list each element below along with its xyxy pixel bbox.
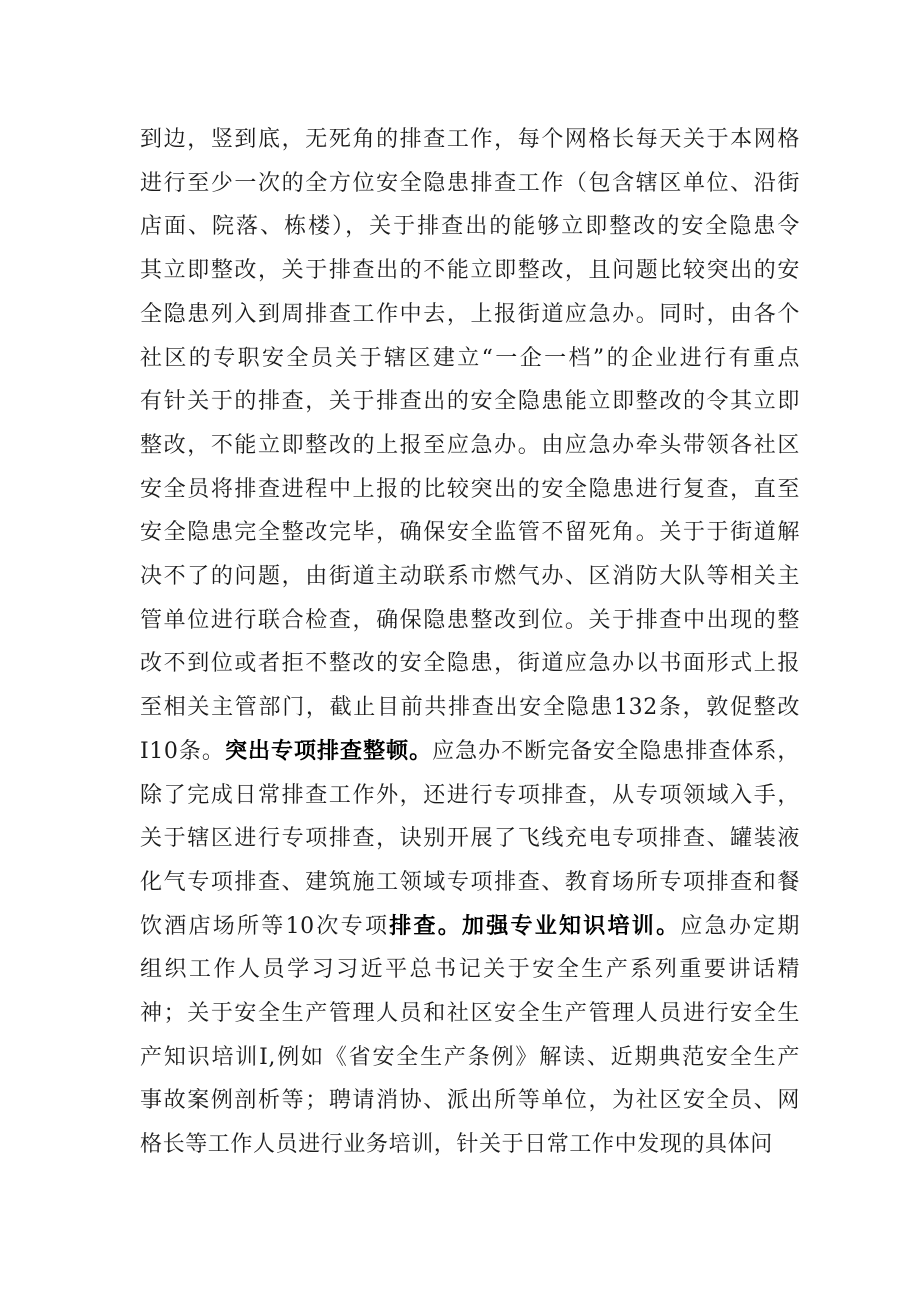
- bold-heading-text: 突出专项排查整顿。: [224, 737, 433, 764]
- text-line: [140, 380, 800, 424]
- body-paragraph: [140, 118, 800, 1167]
- text-line: [140, 249, 800, 293]
- text-line: [140, 774, 800, 818]
- text-line: [140, 992, 800, 1036]
- text-line: [140, 599, 800, 643]
- body-text: 管单位进行联合检查，确保隐患整改到位。关于排查中出现的整: [140, 607, 800, 633]
- body-text: I10条。: [140, 738, 225, 764]
- body-text: 产知识培训I,例如《省安全生产条例》解读、近期典范安全生产: [140, 1044, 800, 1070]
- body-text: 关于辖区进行专项排查，诀别开展了飞线充电专项排查、罐装液: [140, 826, 800, 852]
- body-text: 组织工作人员学习习近平总书记关于安全生产系列重要讲话精: [140, 957, 800, 983]
- text-line: [140, 555, 800, 599]
- body-text: 整改，不能立即整改的上报至应急办。由应急办牵头带领各社区: [140, 432, 800, 458]
- body-text: 改不到位或者拒不整改的安全隐患，街道应急办以书面形式上报: [140, 651, 800, 677]
- text-line: [140, 424, 800, 468]
- body-text: 进行至少一次的全方位安全隐患排查工作（包含辖区单位、沿街: [140, 170, 800, 196]
- body-text: 店面、院落、栋楼），关于排查出的能够立即整改的安全隐患令: [140, 214, 800, 240]
- text-line: [140, 511, 800, 555]
- body-text: 应急办定期: [680, 913, 800, 939]
- body-text: 事故案例剖析等；聘请消协、派出所等单位，为社区安全员、网: [140, 1088, 800, 1114]
- text-line: [140, 118, 800, 162]
- body-text: 全隐患列入到周排查工作中去，上报街道应急办。同时，由各个: [140, 301, 800, 327]
- body-text: 其立即整改，关于排查出的不能立即整改，且问题比较突出的安: [140, 258, 800, 284]
- text-line: [140, 162, 800, 206]
- text-line: [140, 861, 800, 905]
- text-line: [140, 948, 800, 992]
- text-line: [140, 468, 800, 512]
- body-text: 神；关于安全生产管理人员和社区安全生产管理人员进行安全生: [140, 1001, 800, 1027]
- body-text: 至相关主管部门，截止目前共排查出安全隐患132条，敦促整改: [140, 695, 800, 721]
- text-line: [140, 293, 800, 337]
- text-line: [140, 1079, 800, 1123]
- body-text: 有针关于的排查，关于排查出的安全隐患能立即整改的令其立即: [140, 389, 800, 415]
- text-line: [140, 205, 800, 249]
- text-line: [140, 730, 800, 774]
- body-text: 除了完成日常排查工作外，还进行专项排查，从专项领域入手，: [140, 782, 800, 808]
- body-text: 化气专项排查、建筑施工领域专项排查、教育场所专项排查和餐: [140, 869, 800, 895]
- text-line: [140, 1123, 800, 1167]
- body-text: 到边，竖到底，无死角的排查工作，每个网格长每天关于本网格: [140, 127, 800, 152]
- body-text: 安全员将排查进程中上报的比较突出的安全隐患进行复查，直至: [140, 476, 800, 502]
- text-line: [140, 1036, 800, 1080]
- text-line: [140, 817, 800, 861]
- text-line: [140, 686, 800, 730]
- body-text: 应急办不断完备安全隐患排查体系，: [432, 738, 801, 764]
- text-line: [140, 642, 800, 686]
- body-text: 饮酒店场所等10次专项: [140, 913, 390, 939]
- body-text: 社区的专职安全员关于辖区建立“一企一档”的企业进行有重点: [140, 345, 800, 371]
- bold-heading-text: 排查。加强专业知识培训。: [389, 912, 681, 939]
- text-line: [140, 905, 800, 949]
- body-text: 安全隐患完全整改完毕，确保安全监管不留死角。关于于街道解: [140, 520, 800, 546]
- text-line: [140, 337, 800, 381]
- body-text: 格长等工作人员进行业务培训，针关于日常工作中发现的具体问: [140, 1132, 773, 1158]
- body-text: 决不了的问题，由街道主动联系市燃气办、区消防大队等相关主: [140, 564, 800, 590]
